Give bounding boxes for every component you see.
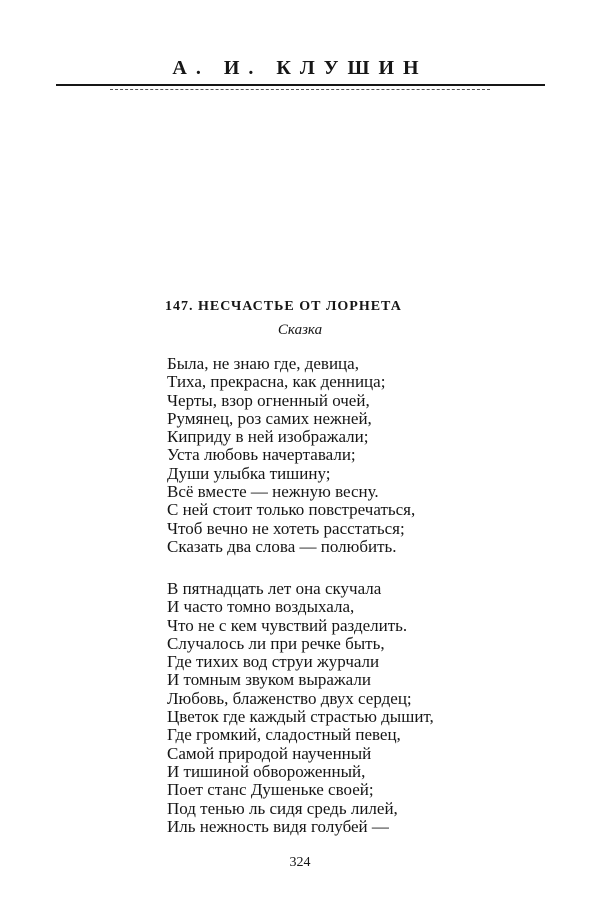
poem-line: Цветок где каждый страстью дышит, [167,707,434,727]
poem-line: И часто томно воздыхала, [167,597,355,617]
poem-line: Души улыбка тишину; [167,463,331,483]
poem-line: С ней стоит только повстречаться, [167,500,416,520]
poem-line: Любовь, блаженство двух сердец; [167,688,412,708]
poem-line: В пятнадцать лет она скучала [167,579,382,598]
poem-line: Что не с кем чувствий разделить. [167,615,408,635]
poem-line: Чтоб вечно не хотеть расстаться; [167,518,405,538]
poem-line: Поет станс Душеньке своей; [167,780,374,800]
page-number: 324 [289,855,311,870]
stanza-1 [167,355,415,556]
poem-line: Случалось ли при речке быть, [167,633,385,653]
poem-title: 147. НЕСЧАСТЬЕ ОТ ЛОРНЕТА [165,299,402,314]
poem-line: Самой природой наученный [167,743,372,763]
header-rule [56,84,545,86]
poem-line: Где громкий, сладостный певец, [167,725,401,745]
poem-line: Тиха, прекрасна, как денница; [167,372,386,392]
poem-line: Сказать два слова — полюбить. [167,536,397,556]
poem-line: Иль нежность видя голубей — [167,816,389,836]
poem-line: Румянец, роз самих нежней, [167,408,372,428]
poem-line: Киприду в ней изображали; [167,427,369,447]
poem-line: Всё вместе — нежную весну. [167,482,379,502]
poem-line: Под тенью ль сидя средь лилей, [167,798,398,818]
poem-subtitle: Сказка [277,322,323,338]
running-header-author: А. И. КЛУШИН [172,57,428,79]
poem-line: Черты, взор огненный очей, [167,390,370,410]
header-rule-ornament [110,89,490,90]
poem-line: И томным звуком выражали [167,670,371,690]
poem-line: Была, не знаю где, девица, [167,354,359,373]
stanza-2 [167,580,434,836]
poem-line: Где тихих вод струи журчали [167,652,380,672]
poem-line: Уста любовь начертавали; [167,445,356,465]
poem-line: И тишиной обвороженный, [167,761,366,781]
